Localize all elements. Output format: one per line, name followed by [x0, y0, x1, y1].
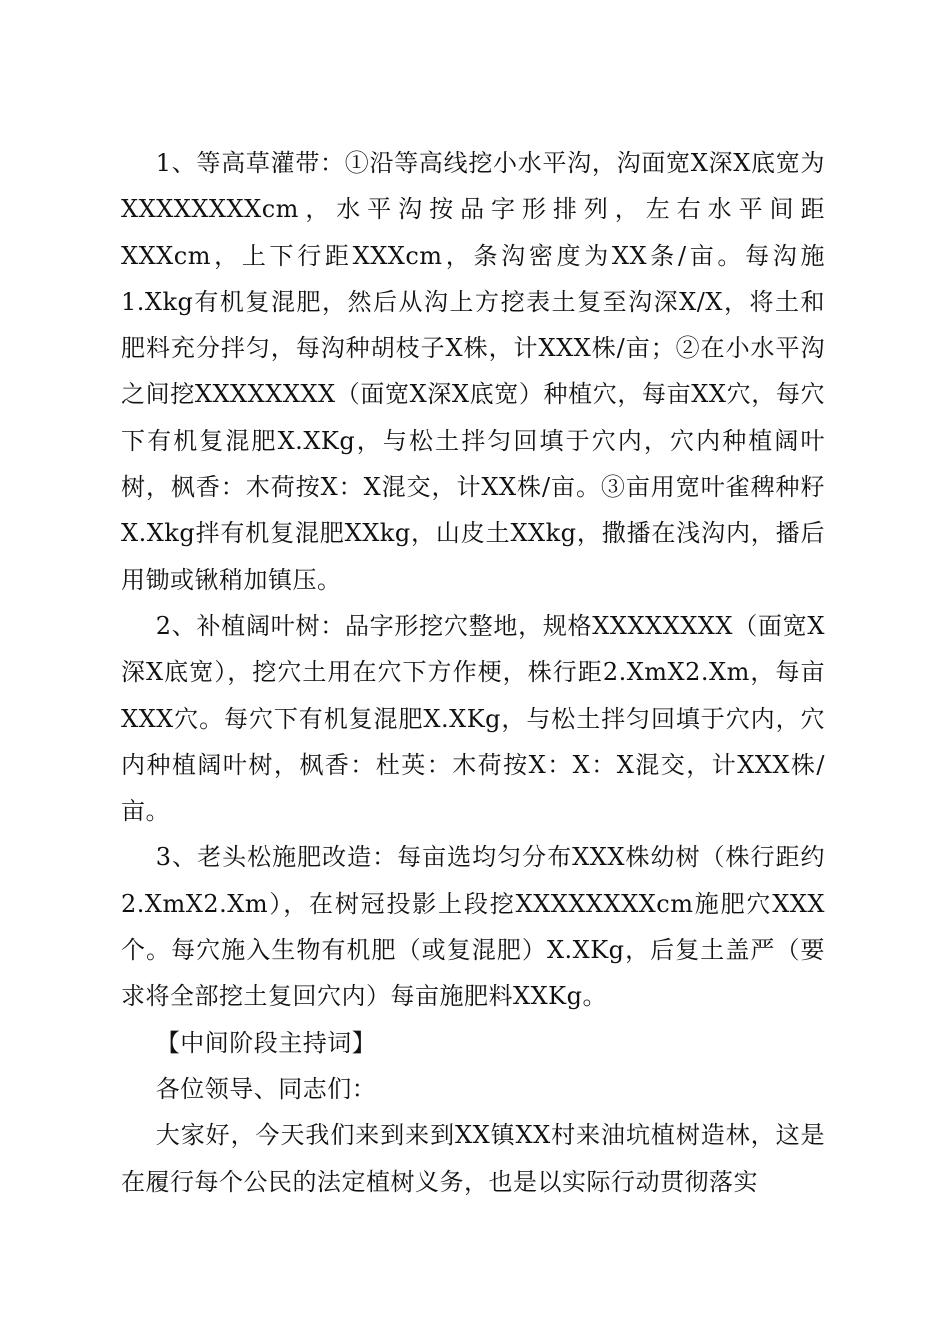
section-heading-host-speech: 【中间阶段主持词】	[155, 1028, 377, 1057]
document-body	[121, 140, 825, 1205]
paragraph-old-pine-fertilization: 3、老头松施肥改造：每亩选均匀分布XXX株幼树（株行距约2.XmX2.Xm），在树冠投影上段挖XXXXXXXXcm施肥穴XXX个。每穴施入生物有机肥（或复混肥）X.XKg，后复土盖严（要求将全部挖土复回穴内）每亩施肥料XXKg。	[121, 843, 825, 1011]
paragraph-replant-broadleaf-trees: 2、补植阔叶树：品字形挖穴整地，规格XXXXXXXX（面宽X深X底宽），挖穴土用在穴下方作梗，株行距2.XmX2.Xm，每亩XXX穴。每穴下有机复混肥X.XKg，与松土拌匀回填于穴内，穴内种植阔叶树，枫香：杜英：木荷按X：X：X混交，计XXX株/亩。	[121, 611, 825, 826]
paragraph-greeting: 各位领导、同志们：	[155, 1074, 377, 1103]
paragraph-speech-opening: 大家好，今天我们来到来到XX镇XX村来油坑植树造林，这是在履行每个公民的法定植树义务，也是以实际行动贯彻落实	[121, 1121, 825, 1196]
paragraph-contour-grass-shrub-belt: 1、等高草灌带：①沿等高线挖小水平沟，沟面宽X深X底宽为XXXXXXXXcm，水平沟按品字形排列，左右水平间距XXXcm，上下行距XXXcm，条沟密度为XX条/亩。每沟施1.Xkg有机复混肥，然后从沟上方挖表土复至沟深X/X，将土和肥料充分拌匀，每沟种胡枝子X株，计XXX株/亩；②在小水平沟之间挖XXXXXXXX（面宽X深X底宽）种植穴，每亩XX穴，每穴下有机复混肥X.XKg，与松土拌匀回填于穴内，穴内种植阔叶树，枫香：木荷按X：X混交，计XX株/亩。③亩用宽叶雀稗种籽X.Xkg拌有机复混肥XXkg，山皮土XXkg，撒播在浅沟内，播后用锄或锹稍加镇压。	[121, 149, 825, 594]
